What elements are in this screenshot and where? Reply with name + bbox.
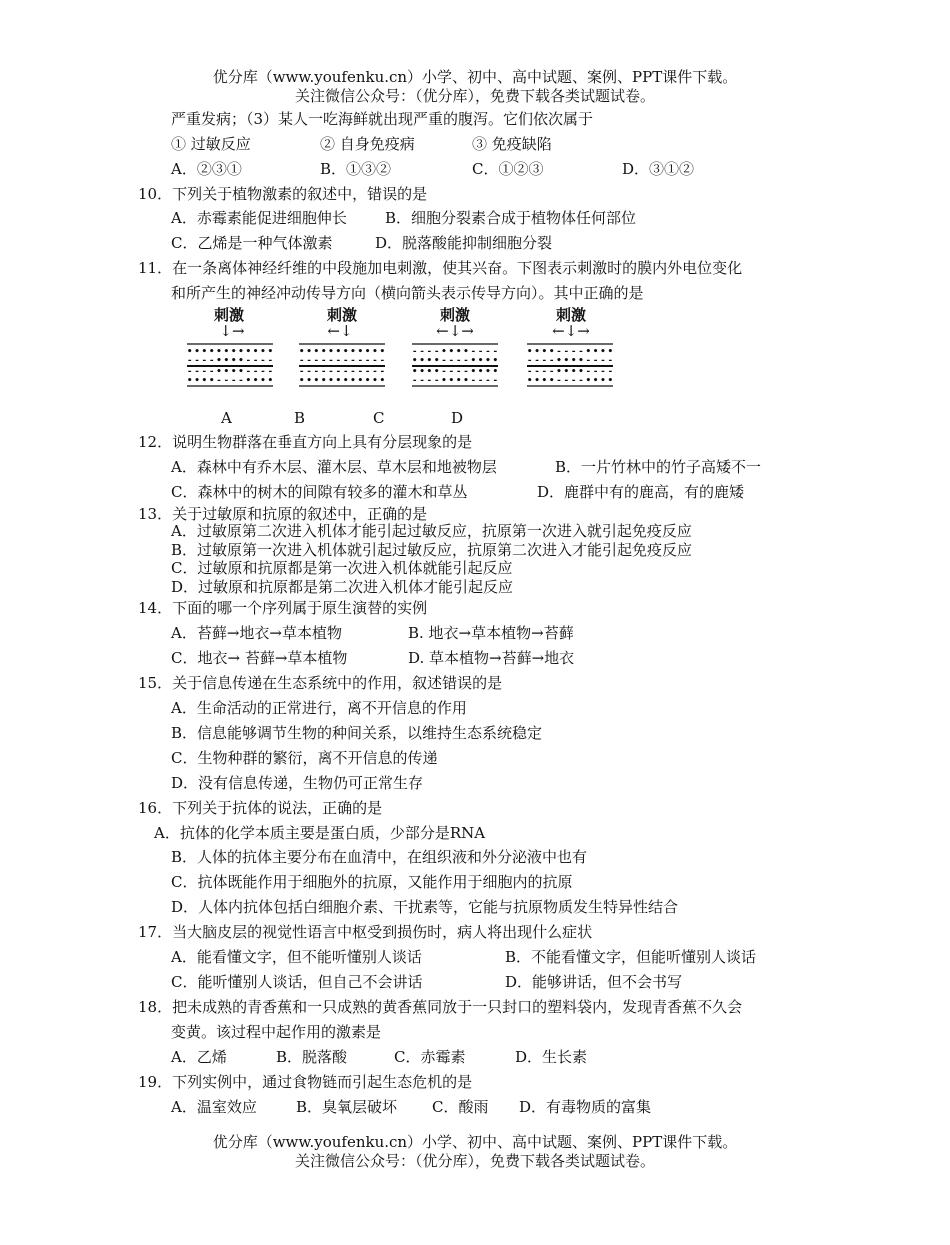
- figure-b-arrows: ←↓: [327, 322, 353, 340]
- q13-option-a: A．过敏原第二次进入机体才能引起过敏反应，抗原第一次进入就引起免疫反应: [171, 522, 692, 540]
- q9-item-1: ① 过敏反应: [171, 135, 251, 153]
- q17-option-c: C．能听懂别人谈话，但自己不会讲话: [171, 973, 423, 991]
- q14-option-d: D. 草本植物→苔藓→地衣: [408, 649, 575, 667]
- q16-option-d: D．人体内抗体包括白细胞介素、干扰素等，它能与抗原物质发生特异性结合: [171, 898, 679, 916]
- q14-stem: 14．下面的哪一个序列属于原生演替的实例: [138, 599, 428, 617]
- nerve-fiber-diagram-d: [525, 342, 617, 388]
- q14-option-a: A．苔藓→地衣→草本植物: [171, 624, 342, 642]
- q13-stem: 13．关于过敏原和抗原的叙述中，正确的是: [138, 505, 428, 523]
- figure-d-stimulus-label: 刺激: [555, 306, 586, 324]
- figure-label-b: B: [294, 409, 306, 427]
- q19-option-c: C．酸雨: [432, 1098, 489, 1116]
- q10-stem: 10．下列关于植物激素的叙述中，错误的是: [138, 185, 428, 203]
- figure-d-arrows: ←↓→: [552, 322, 590, 340]
- q9-item-3: ③ 免疫缺陷: [472, 135, 552, 153]
- q9-stem-continuation: 严重发病；（3）某人一吃海鲜就出现严重的腹泻。它们依次属于: [171, 110, 594, 128]
- q19-option-d: D．有毒物质的富集: [519, 1098, 652, 1116]
- q15-option-b: B．信息能够调节生物的种间关系，以维持生态系统稳定: [171, 724, 543, 742]
- figure-b-stimulus-label: 刺激: [326, 306, 357, 324]
- header-line-2: 关注微信公众号：（优分库），免费下载各类试题试卷。: [294, 87, 655, 105]
- nerve-fiber-diagram-c: [410, 342, 502, 388]
- q11-stem-1: 11．在一条离体神经纤维的中段施加电刺激，使其兴奋。下图表示刺激时的膜内外电位变化: [138, 259, 743, 277]
- q18-stem-2: 变黄。该过程中起作用的激素是: [171, 1023, 382, 1041]
- figure-label-a: A: [221, 409, 232, 427]
- figure-a-stimulus-label: 刺激: [213, 306, 244, 324]
- svg-text:••••••••••••: ••••••••••••: [299, 376, 385, 386]
- figure-label-d: D: [451, 409, 464, 427]
- svg-text:------------: ------------: [299, 356, 385, 366]
- svg-text:----••••----: ----••••----: [527, 367, 613, 377]
- q16-stem: 16．下列关于抗体的说法，正确的是: [138, 799, 383, 817]
- svg-text:••••----••••: ••••----••••: [412, 367, 498, 377]
- q18-option-a: A．乙烯: [171, 1048, 227, 1066]
- q10-option-a: A．赤霉素能促进细胞伸长: [171, 209, 347, 227]
- svg-text:••••----••••: ••••----••••: [527, 347, 613, 357]
- svg-text:----••••----: ----••••----: [412, 376, 498, 386]
- q10-option-c: C．乙烯是一种气体激素: [171, 234, 333, 252]
- q10-option-d: D．脱落酸能抑制细胞分裂: [375, 234, 553, 252]
- q14-option-c: C．地衣→ 苔藓→草本植物: [171, 649, 348, 667]
- q9-option-c: C．①②③: [472, 160, 544, 178]
- q16-option-c: C．抗体既能作用于细胞外的抗原，又能作用于细胞内的抗原: [171, 873, 573, 891]
- svg-text:------------: ------------: [299, 367, 385, 377]
- q12-option-b: B．一片竹林中的竹子高矮不一: [555, 458, 762, 476]
- q12-stem: 12．说明生物群落在垂直方向上具有分层现象的是: [138, 433, 473, 451]
- q18-option-d: D．生长素: [515, 1048, 588, 1066]
- q12-option-c: C．森林中的树木的间隙有较多的灌木和草丛: [171, 483, 468, 501]
- nerve-fiber-diagram-b: [297, 342, 389, 388]
- q18-stem-1: 18．把未成熟的青香蕉和一只成熟的黄香蕉同放于一只封口的塑料袋内，发现青香蕉不久会: [138, 998, 743, 1016]
- svg-text:••••----••••: ••••----••••: [412, 356, 498, 366]
- q14-option-b: B. 地衣→草本植物→苔藓: [408, 624, 574, 642]
- q9-option-d: D．③①②: [622, 160, 695, 178]
- q18-option-c: C．赤霉素: [394, 1048, 466, 1066]
- q15-stem: 15．关于信息传递在生态系统中的作用，叙述错误的是: [138, 674, 503, 692]
- q12-option-a: A．森林中有乔木层、灌木层、草木层和地被物层: [171, 458, 497, 476]
- q16-option-b: B．人体的抗体主要分布在血清中，在组织液和外分泌液中也有: [171, 848, 588, 866]
- nerve-fiber-diagram-a: [185, 342, 277, 388]
- svg-text:----••••----: ----••••----: [187, 356, 273, 366]
- svg-text:••••----••••: ••••----••••: [527, 376, 613, 386]
- footer-line-2: 关注微信公众号：（优分库），免费下载各类试题试卷。: [294, 1152, 655, 1170]
- figure-a-arrows: ↓→: [219, 322, 245, 340]
- q17-option-a: A．能看懂文字，但不能听懂别人谈话: [171, 948, 422, 966]
- q9-option-b: B．①③②: [320, 160, 392, 178]
- q12-option-d: D．鹿群中有的鹿高，有的鹿矮: [537, 483, 745, 501]
- q17-option-d: D．能够讲话，但不会书写: [505, 973, 683, 991]
- q10-option-b: B．细胞分裂素合成于植物体任何部位: [385, 209, 637, 227]
- svg-text:••••••••••••: ••••••••••••: [299, 347, 385, 357]
- q13-option-c: C．过敏原和抗原都是第一次进入机体就能引起反应: [171, 559, 513, 577]
- svg-text:----••••----: ----••••----: [187, 367, 273, 377]
- q15-option-d: D．没有信息传递，生物仍可正常生存: [171, 774, 424, 792]
- q15-option-a: A．生命活动的正常进行，离不开信息的作用: [171, 699, 467, 717]
- svg-text:••••----••••: ••••----••••: [187, 376, 273, 386]
- figure-c-arrows: ←↓→: [436, 322, 474, 340]
- svg-text:----••••----: ----••••----: [527, 356, 613, 366]
- q9-option-a: A．②③①: [171, 160, 242, 178]
- q19-option-a: A．温室效应: [171, 1098, 257, 1116]
- q11-stem-2: 和所产生的神经冲动传导方向（横向箭头表示传导方向）。其中正确的是: [171, 284, 644, 302]
- figure-label-c: C: [373, 409, 385, 427]
- q17-stem: 17．当大脑皮层的视觉性语言中枢受到损伤时，病人将出现什么症状: [138, 923, 593, 941]
- svg-text:----••••----: ----••••----: [412, 347, 498, 357]
- footer-line-1: 优分库（www.youfenku.cn）小学、初中、高中试题、案例、PPT课件下载。: [212, 1133, 738, 1151]
- q16-option-a: A．抗体的化学本质主要是蛋白质，少部分是RNA: [154, 824, 486, 842]
- q13-option-b: B．过敏原第一次进入机体就引起过敏反应，抗原第二次进入才能引起免疫反应: [171, 541, 693, 559]
- q15-option-c: C．生物种群的繁衍，离不开信息的传递: [171, 749, 438, 767]
- svg-text:••••••••••••: ••••••••••••: [187, 347, 273, 357]
- q17-option-b: B．不能看懂文字，但能听懂别人谈话: [505, 948, 757, 966]
- q9-item-2: ② 自身免疫病: [320, 135, 415, 153]
- q19-stem: 19．下列实例中，通过食物链而引起生态危机的是: [138, 1073, 473, 1091]
- q18-option-b: B．脱落酸: [276, 1048, 348, 1066]
- header-line-1: 优分库（www.youfenku.cn）小学、初中、高中试题、案例、PPT课件下载。: [212, 68, 738, 86]
- q13-option-d: D．过敏原和抗原都是第二次进入机体才能引起反应: [171, 578, 514, 596]
- q19-option-b: B．臭氧层破坏: [296, 1098, 398, 1116]
- figure-c-stimulus-label: 刺激: [439, 306, 470, 324]
